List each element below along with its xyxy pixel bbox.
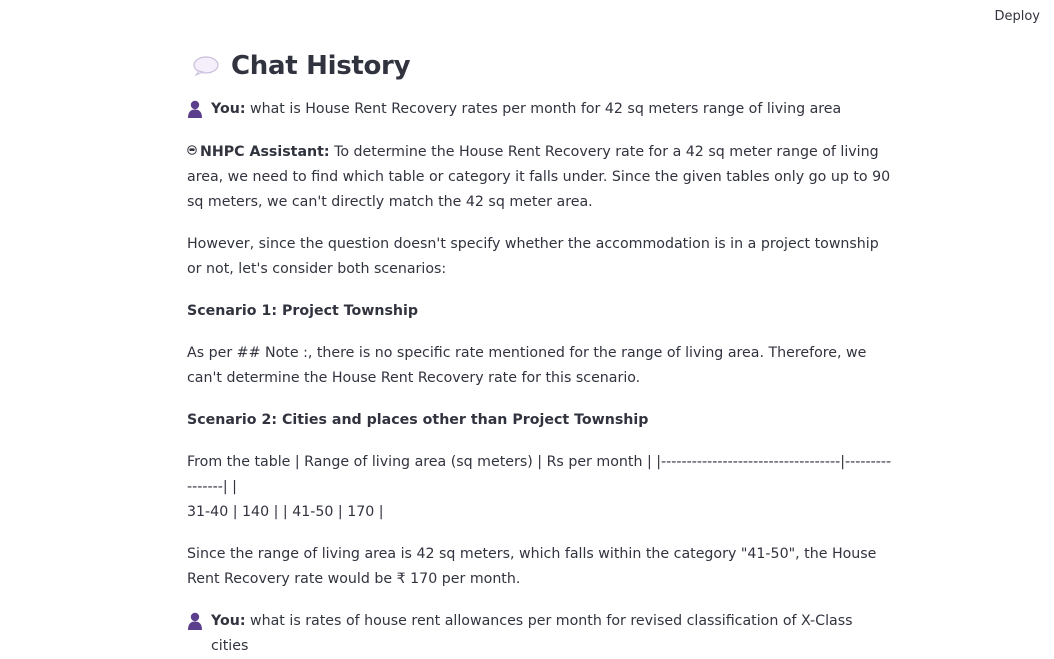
message-body: To determine the House Rent Recovery rate for a 42 sq meter range of living area, we need to find which table or category it falls under. Since the given tables only go up to 90 sq meters, we can't directly match the 42 sq meter area. — [187, 144, 891, 210]
assistant-message-paragraph: However, since the question doesn't specify whether the accommodation is in a project township or not, let's consider both scenarios: — [187, 236, 879, 277]
page-header — [193, 44, 892, 88]
user-message-text — [211, 97, 841, 122]
scenario-heading — [187, 299, 892, 324]
speaker-label: You: — [211, 613, 246, 629]
user-message — [187, 97, 892, 122]
assistant-table-text — [187, 450, 892, 525]
assistant-message-paragraph: Since the range of living area is 42 sq meters, which falls within the category "41-50", the House Rent Recovery rate would be ₹ 170 per month. — [187, 546, 877, 587]
scenario-heading-text: Scenario 1: Project Township — [187, 303, 419, 319]
speaker-label: You: — [211, 101, 246, 117]
assistant-message-paragraph — [187, 139, 892, 215]
message-body: what is rates of house rent allowances per month for revised classification of X-Class cities — [211, 613, 853, 654]
scenario-heading — [187, 408, 892, 433]
table-text-line: From the table | Range of living area (sq meters) | Rs per month | |-----------------------------------|----------------| | — [187, 454, 892, 495]
page-title: Chat History — [231, 51, 411, 81]
bust-silhouette-icon — [187, 100, 203, 118]
user-message-text — [211, 609, 892, 659]
top-toolbar — [0, 0, 1054, 34]
robot-icon — [187, 139, 197, 149]
scenario-heading-text: Scenario 2: Cities and places other than Project Township — [187, 412, 649, 428]
user-message — [187, 609, 892, 659]
assistant-message-paragraph: As per ## Note :, there is no specific rate mentioned for the range of living area. Therefore, we can't determine the House Rent Recovery rate for this scenario. — [187, 345, 867, 386]
table-text-line: 31-40 | 140 | | 41-50 | 170 | — [187, 504, 384, 520]
main-content — [187, 44, 892, 659]
speech-balloon-icon — [193, 56, 219, 76]
message-body: what is House Rent Recovery rates per month for 42 sq meters range of living area — [250, 101, 842, 117]
deploy-button[interactable]: Deploy — [992, 6, 1042, 27]
speaker-label: NHPC Assistant: — [200, 144, 330, 160]
